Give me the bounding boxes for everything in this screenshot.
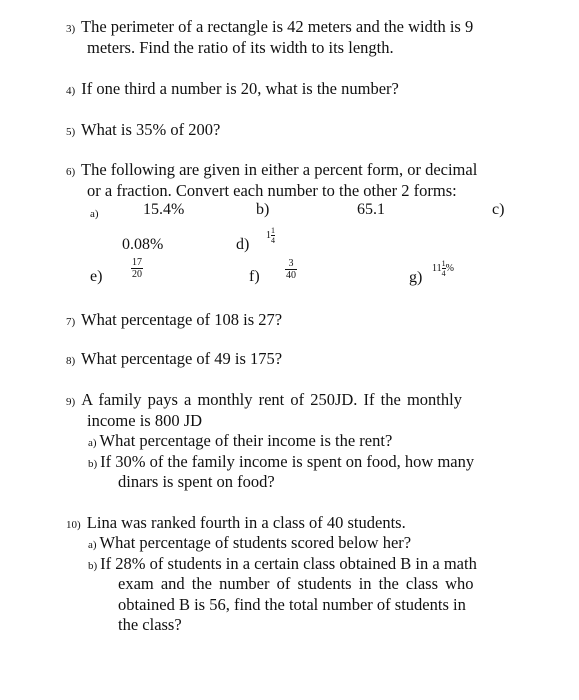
- fraction: $\frac{1}{4}$: [271, 226, 275, 245]
- question-5: [66, 120, 220, 143]
- question-text: The perimeter of a rectangle is 42 meters and the width is 9: [81, 17, 474, 36]
- whole-part: 11: [432, 263, 442, 274]
- question-number: 5): [66, 126, 76, 138]
- part-number: b): [88, 560, 98, 572]
- question-9-part-a: [88, 431, 392, 454]
- question-10-part-a: [88, 533, 411, 556]
- question-text: Lina was ranked fourth in a class of 40 students.: [86, 513, 406, 532]
- part-text: If 28% of students in a certain class obtained B in a math: [100, 554, 477, 573]
- denominator: 20: [132, 269, 142, 280]
- question-number: 3): [66, 23, 76, 35]
- numerator: 17: [132, 257, 142, 268]
- item-g-value: [432, 259, 454, 278]
- denominator: 40: [286, 270, 296, 281]
- question-7: [66, 310, 282, 333]
- item-d-value: [266, 226, 275, 245]
- item-d-label: d): [236, 236, 250, 253]
- item-a-label: a): [90, 208, 99, 220]
- question-8: [66, 349, 282, 372]
- question-10-part-b-line-4: the class?: [118, 615, 182, 634]
- item-c-label: c): [492, 201, 505, 218]
- part-text: What percentage of their income is the rent?: [99, 431, 393, 450]
- question-number: 7): [66, 316, 76, 328]
- question-text: What percentage of 108 is 27?: [81, 310, 283, 329]
- item-c-value: 0.08%: [122, 236, 164, 253]
- item-g-label: g): [409, 269, 423, 286]
- part-number: b): [88, 458, 98, 470]
- question-6-line-1: [66, 160, 477, 183]
- part-text: If 30% of the family income is spent on food, how many: [100, 452, 475, 471]
- percent-sign: %: [445, 263, 454, 274]
- question-9-line-2: income is 800 JD: [87, 411, 203, 430]
- item-b-value: 65.1: [357, 201, 385, 218]
- question-number: 4): [66, 85, 76, 97]
- question-9-line-1: [66, 390, 510, 413]
- item-a-value: 15.4%: [143, 201, 185, 218]
- part-number: a): [88, 539, 97, 551]
- question-9-part-b-line-2: dinars is spent on food?: [118, 472, 275, 491]
- question-text: The following are given in either a percent form, or decimal: [81, 160, 478, 179]
- item-f-value: [285, 258, 297, 281]
- numerator: 3: [285, 258, 297, 270]
- fraction: $\frac{1}{4}$: [441, 259, 446, 278]
- whole-part: 1: [266, 230, 271, 241]
- question-text: What is 35% of 200?: [81, 120, 221, 139]
- item-e-label: e): [90, 268, 103, 285]
- question-text: What percentage of 49 is 175?: [81, 349, 283, 368]
- part-text: What percentage of students scored below her?: [99, 533, 412, 552]
- question-6-line-2: or a fraction. Convert each number to the other 2 forms:: [87, 181, 457, 200]
- question-number: 10): [66, 519, 81, 531]
- question-number: 8): [66, 355, 76, 367]
- question-text: A family pays a monthly rent of 250JD. If the monthly: [81, 390, 462, 409]
- question-number: 9): [66, 396, 76, 408]
- question-text: If one third a number is 20, what is the number?: [81, 79, 399, 98]
- question-10-part-b-line-3: obtained B is 56, find the total number of students in: [118, 595, 466, 614]
- question-number: 6): [66, 166, 76, 178]
- question-3-line-2: meters. Find the ratio of its width to its length.: [87, 38, 394, 57]
- item-b-label: b): [256, 201, 270, 218]
- question-10-part-b-line-2: exam and the number of students in the class who: [118, 574, 474, 593]
- item-f-label: f): [249, 268, 260, 285]
- part-number: a): [88, 437, 97, 449]
- question-3-line-1: [66, 17, 473, 40]
- question-4: [66, 79, 399, 102]
- item-e-value: [131, 257, 143, 280]
